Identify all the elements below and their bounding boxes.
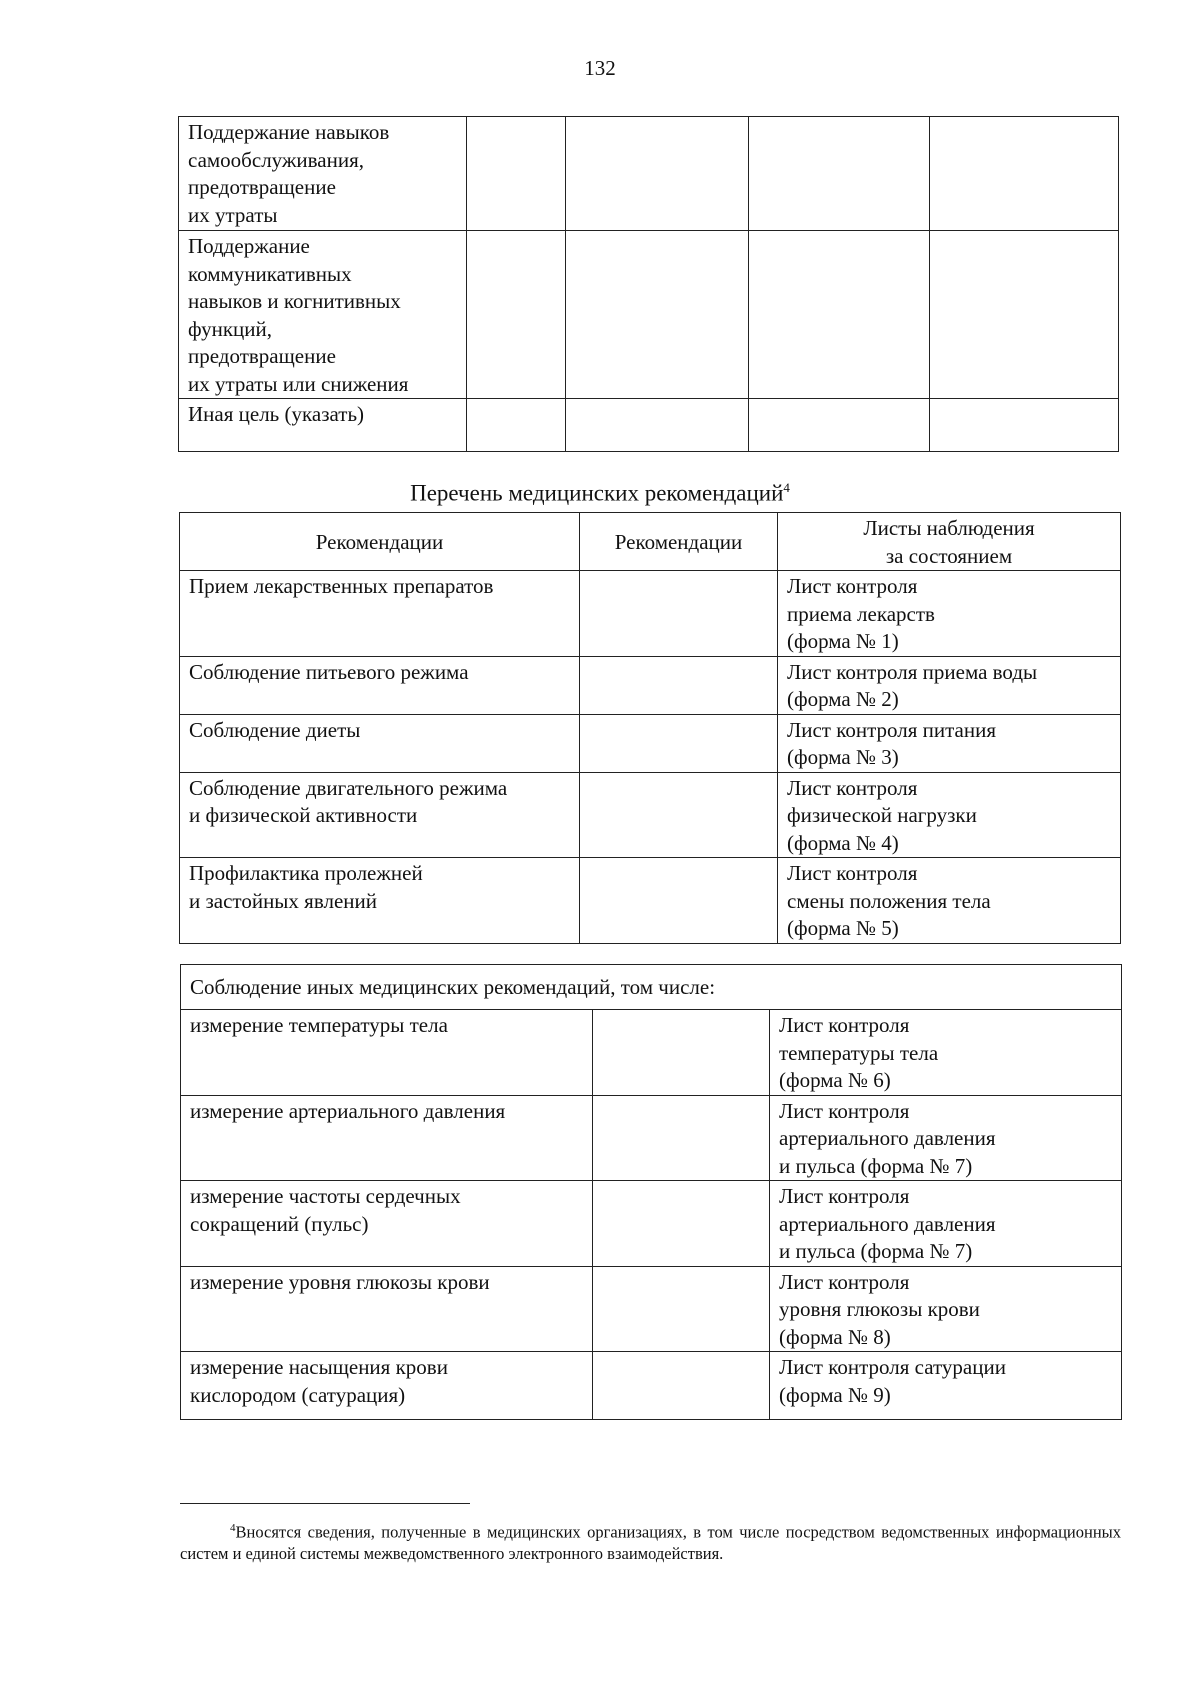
recommendation-cell: Соблюдение питьевого режима bbox=[180, 656, 580, 714]
empty-cell[interactable] bbox=[580, 656, 778, 714]
empty-cell[interactable] bbox=[749, 399, 930, 452]
column-header: Рекомендации bbox=[580, 513, 778, 571]
footnote-mark: 4 bbox=[783, 480, 790, 495]
table-header-row bbox=[181, 965, 1122, 1010]
column-header: Листы наблюдения за состоянием bbox=[778, 513, 1121, 571]
recommendation-cell: Профилактика пролежней и застойных явлений bbox=[180, 858, 580, 944]
table-row bbox=[181, 1010, 1122, 1096]
footnote bbox=[180, 1518, 1121, 1564]
observation-sheet-cell: Лист контроля сатурации (форма № 9) bbox=[770, 1352, 1122, 1420]
empty-cell[interactable] bbox=[467, 231, 566, 399]
observation-sheet-cell: Лист контроля приема воды (форма № 2) bbox=[778, 656, 1121, 714]
table-row bbox=[181, 1352, 1122, 1420]
table-header-row bbox=[180, 513, 1121, 571]
other-recommendations-table bbox=[180, 964, 1122, 1420]
recommendation-cell: Соблюдение двигательного режима и физической активности bbox=[180, 772, 580, 858]
table-row bbox=[180, 656, 1121, 714]
observation-sheet-cell: Лист контроля смены положения тела (форма № 5) bbox=[778, 858, 1121, 944]
other-recommendations-header: Соблюдение иных медицинских рекомендаций, том числе: bbox=[181, 965, 1122, 1010]
empty-cell[interactable] bbox=[593, 1010, 770, 1096]
observation-sheet-cell: Лист контроля артериального давления и пульса (форма № 7) bbox=[770, 1181, 1122, 1267]
footnote-mark: 4 bbox=[230, 1522, 236, 1534]
page-number: 132 bbox=[584, 56, 616, 80]
observation-sheet-cell: Лист контроля температуры тела (форма № 6) bbox=[770, 1010, 1122, 1096]
observation-sheet-cell: Лист контроля физической нагрузки (форма № 4) bbox=[778, 772, 1121, 858]
empty-cell[interactable] bbox=[930, 117, 1119, 231]
goal-label: Поддержание коммуникативных навыков и когнитивных функций, предотвращение их утраты или снижения bbox=[179, 231, 467, 399]
empty-cell[interactable] bbox=[467, 117, 566, 231]
table-row bbox=[179, 231, 1119, 399]
column-header: Рекомендации bbox=[180, 513, 580, 571]
table-row bbox=[181, 1095, 1122, 1181]
recommendation-cell: измерение частоты сердечных сокращений (пульс) bbox=[181, 1181, 593, 1267]
observation-sheet-cell: Лист контроля артериального давления и пульса (форма № 7) bbox=[770, 1095, 1122, 1181]
empty-cell[interactable] bbox=[566, 117, 749, 231]
recommendation-cell: измерение артериального давления bbox=[181, 1095, 593, 1181]
empty-cell[interactable] bbox=[593, 1095, 770, 1181]
empty-cell[interactable] bbox=[749, 231, 930, 399]
recommendations-table bbox=[179, 512, 1121, 944]
footnote-text: Вносятся сведения, полученные в медицинских организациях, в том числе посредством ведомственных информационных систем и единой системы межведомственного электронного взаимодействия. bbox=[180, 1522, 1121, 1563]
table-row bbox=[180, 571, 1121, 657]
empty-cell[interactable] bbox=[930, 399, 1119, 452]
table-row bbox=[180, 858, 1121, 944]
section-title-text: Перечень медицинских рекомендаций bbox=[410, 480, 784, 506]
table-row bbox=[179, 117, 1119, 231]
empty-cell[interactable] bbox=[467, 399, 566, 452]
table-row bbox=[181, 1181, 1122, 1267]
empty-cell[interactable] bbox=[930, 231, 1119, 399]
empty-cell[interactable] bbox=[593, 1181, 770, 1267]
observation-sheet-cell: Лист контроля приема лекарств (форма № 1) bbox=[778, 571, 1121, 657]
empty-cell[interactable] bbox=[580, 858, 778, 944]
empty-cell[interactable] bbox=[749, 117, 930, 231]
recommendation-cell: измерение уровня глюкозы крови bbox=[181, 1266, 593, 1352]
empty-cell[interactable] bbox=[580, 714, 778, 772]
footnote-divider bbox=[180, 1503, 470, 1504]
goal-label: Поддержание навыков самообслуживания, предотвращение их утраты bbox=[179, 117, 467, 231]
observation-sheet-cell: Лист контроля питания (форма № 3) bbox=[778, 714, 1121, 772]
section-title bbox=[0, 480, 1200, 507]
empty-cell[interactable] bbox=[593, 1266, 770, 1352]
goal-label: Иная цель (указать) bbox=[179, 399, 467, 452]
recommendation-cell: Соблюдение диеты bbox=[180, 714, 580, 772]
recommendation-cell: Прием лекарственных препаратов bbox=[180, 571, 580, 657]
table-row bbox=[179, 399, 1119, 452]
empty-cell[interactable] bbox=[580, 772, 778, 858]
recommendation-cell: измерение насыщения крови кислородом (сатурация) bbox=[181, 1352, 593, 1420]
empty-cell[interactable] bbox=[580, 571, 778, 657]
table-row bbox=[180, 714, 1121, 772]
empty-cell[interactable] bbox=[566, 399, 749, 452]
table-row bbox=[180, 772, 1121, 858]
empty-cell[interactable] bbox=[566, 231, 749, 399]
recommendation-cell: измерение температуры тела bbox=[181, 1010, 593, 1096]
empty-cell[interactable] bbox=[593, 1352, 770, 1420]
observation-sheet-cell: Лист контроля уровня глюкозы крови (форма № 8) bbox=[770, 1266, 1122, 1352]
table-row bbox=[181, 1266, 1122, 1352]
goals-table bbox=[178, 116, 1119, 452]
